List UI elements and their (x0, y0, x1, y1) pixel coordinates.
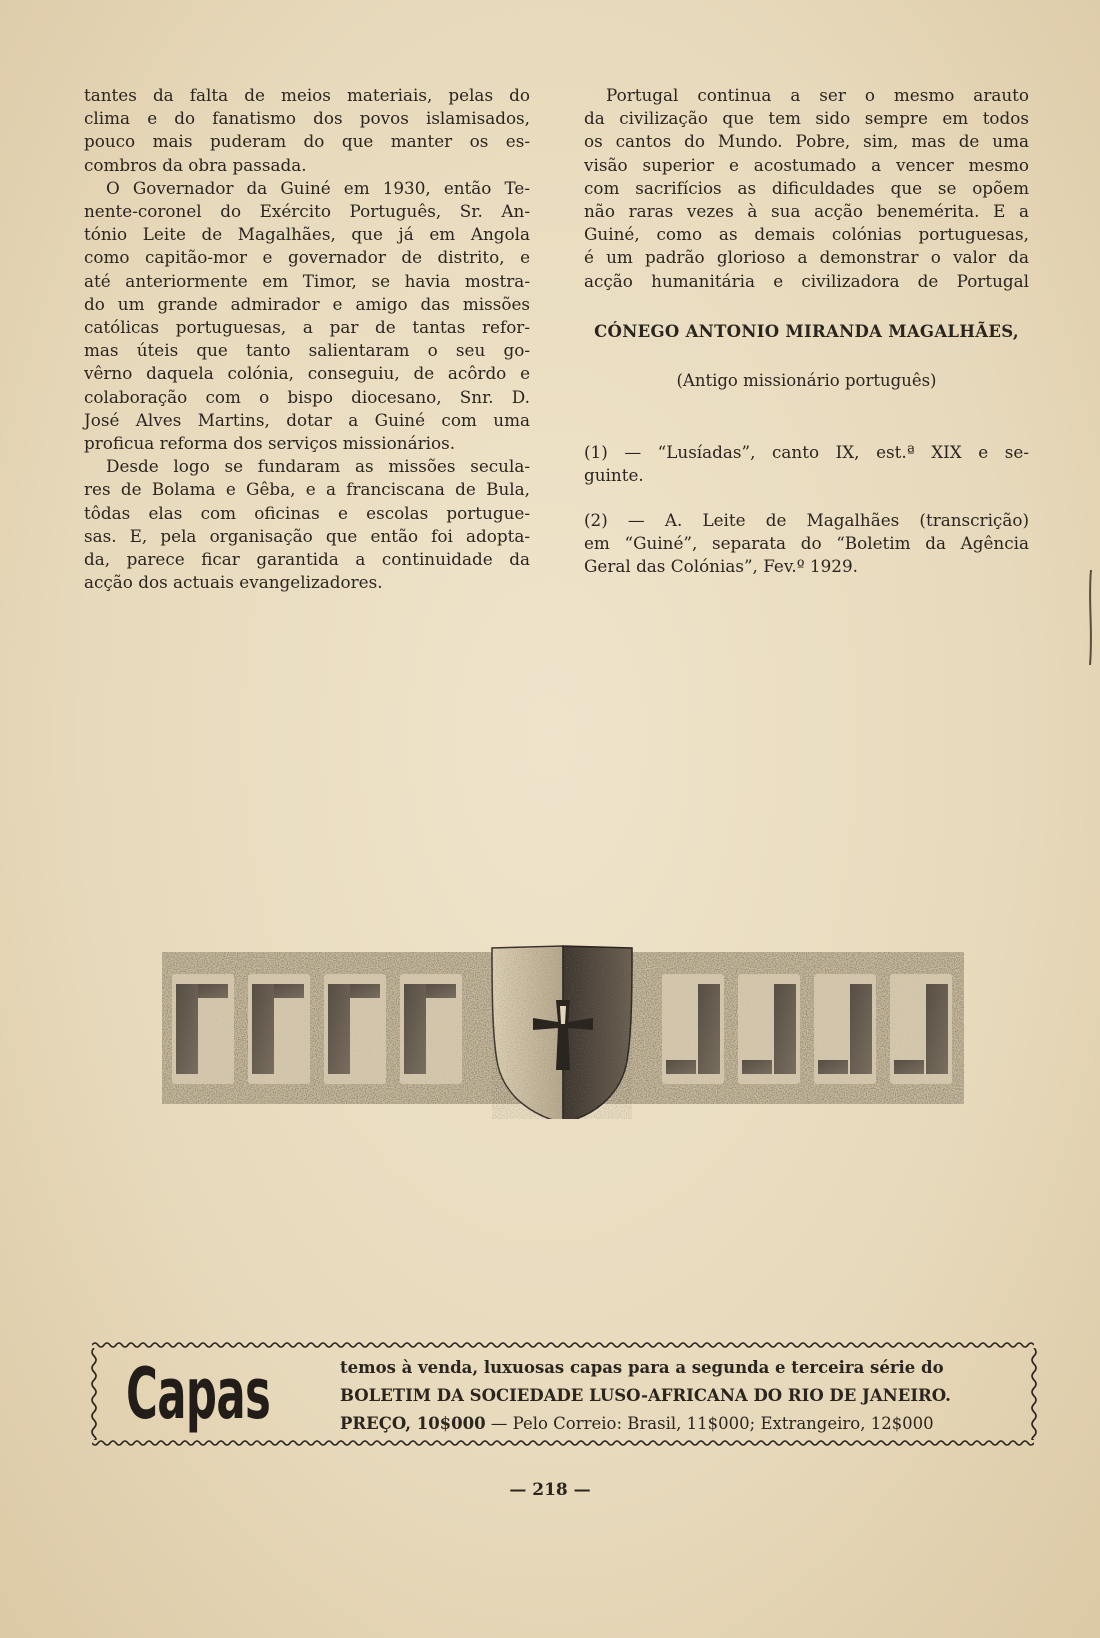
right-paragraph-1 (584, 84, 1029, 293)
text-line: (1) — “Lusíadas”, canto IX, est.ª XIX e se- (584, 442, 1029, 462)
text-line: Desde logo se fundaram as missões secula- (106, 456, 530, 477)
text-line: os cantos do Mundo. Pobre, sim, mas de uma (584, 131, 1029, 152)
text-line: é um padrão glorioso a demonstrar o valor da (584, 247, 1029, 268)
ad-price-label: PREÇO, 10$000 (340, 1414, 486, 1433)
text-line: católicas portuguesas, a par de tantas refor- (84, 317, 530, 338)
text-line: tónio Leite de Magalhães, que já em Angola (84, 224, 530, 245)
text-line: do um grande admirador e amigo das missões (84, 293, 530, 314)
text-line: acção dos actuais evangelizadores. (84, 572, 383, 593)
text-line: O Governador da Guiné em 1930, então Te- (106, 177, 530, 198)
page-number: — 218 — (509, 1480, 591, 1500)
text-line: até anteriormente em Timor, se havia mostra- (84, 270, 530, 291)
left-column (84, 84, 530, 594)
text-line: vêrno daquela colónia, conseguiu, de acôrdo e (84, 363, 530, 384)
wavy-border-left (90, 1348, 98, 1440)
right-column (584, 84, 1029, 293)
shield-icon (492, 946, 632, 1119)
left-paragraph-2 (84, 177, 530, 455)
text-line: Portugal continua a ser o mesmo arauto (606, 85, 1029, 105)
ad-line-2: BOLETIM DA SOCIEDADE LUSO-AFRICANA DO RIO DE JANEIRO. (340, 1386, 951, 1405)
text-line: pouco mais puderam do que manter os es- (84, 131, 530, 152)
text-line: tôdas elas com oficinas e escolas portugue- (84, 502, 530, 523)
wavy-border-bottom (92, 1438, 1034, 1448)
left-paragraph-3 (84, 455, 530, 594)
footnote-2 (584, 509, 1029, 579)
text-line: tantes da falta de meios materiais, pelas do (84, 85, 530, 105)
text-line: da, parece ficar garantida a continuidade da (84, 549, 530, 570)
text-line: José Alves Martins, dotar a Guiné com uma (84, 409, 530, 430)
text-line: colaboração com o bispo diocesano, Snr. D. (84, 386, 530, 407)
author-role: (Antigo missionário português) (676, 371, 937, 390)
footnote-1 (584, 441, 1029, 487)
advertisement-box (92, 1340, 1034, 1448)
text-line: guinte. (584, 465, 644, 486)
text-line: visão superior e acostumado a vencer mesmo (584, 154, 1029, 175)
text-line: nente-coronel do Exército Português, Sr. An- (84, 201, 530, 222)
ad-line-3 (340, 1410, 1010, 1438)
text-line: da civilização que tem sido sempre em todos (584, 108, 1029, 129)
text-line: proficua reforma dos serviços missionários. (84, 433, 456, 454)
text-line: combros da obra passada. (84, 154, 307, 175)
text-line: com sacrifícios as dificuldades que se opõem (584, 177, 1029, 198)
left-paragraph-1 (84, 84, 530, 177)
text-line: sas. E, pela organisação que então foi adopta- (84, 525, 530, 546)
text-line: não raras vezes à sua acção benemérita. E a (584, 201, 1029, 222)
wavy-border-right (1030, 1348, 1038, 1440)
ad-line-1: temos à venda, luxuosas capas para a segunda e terceira série do (340, 1358, 944, 1377)
paper-edge-mark (1088, 570, 1094, 665)
text-line: res de Bolama e Gêba, e a franciscana de Bula, (84, 479, 530, 500)
author-signature: CÓNEGO ANTONIO MIRANDA MAGALHÃES, (594, 322, 1019, 341)
text-line: clima e do fanatismo dos povos islamisados, (84, 108, 530, 129)
text-line: Geral das Colónias”, Fev.º 1929. (584, 556, 858, 577)
decorative-banner (162, 944, 964, 1119)
text-line: como capitão-mor e governador de distrito, e (84, 247, 530, 268)
text-line: em “Guiné”, separata do “Boletim da Agência (584, 533, 1029, 554)
text-line: Guiné, como as demais colónias portuguesas, (584, 224, 1029, 245)
text-line: acção humanitária e civilizadora de Portugal (584, 270, 1029, 291)
ad-text (340, 1354, 1010, 1438)
wavy-border-top (92, 1340, 1034, 1350)
ad-price-details: — Pelo Correio: Brasil, 11$000; Extrangeiro, 12$000 (485, 1414, 934, 1433)
text-line: mas úteis que tanto salientaram o seu go- (84, 340, 530, 361)
text-line: (2) — A. Leite de Magalhães (transcrição) (584, 510, 1029, 530)
ad-title: Capas (126, 1353, 271, 1435)
